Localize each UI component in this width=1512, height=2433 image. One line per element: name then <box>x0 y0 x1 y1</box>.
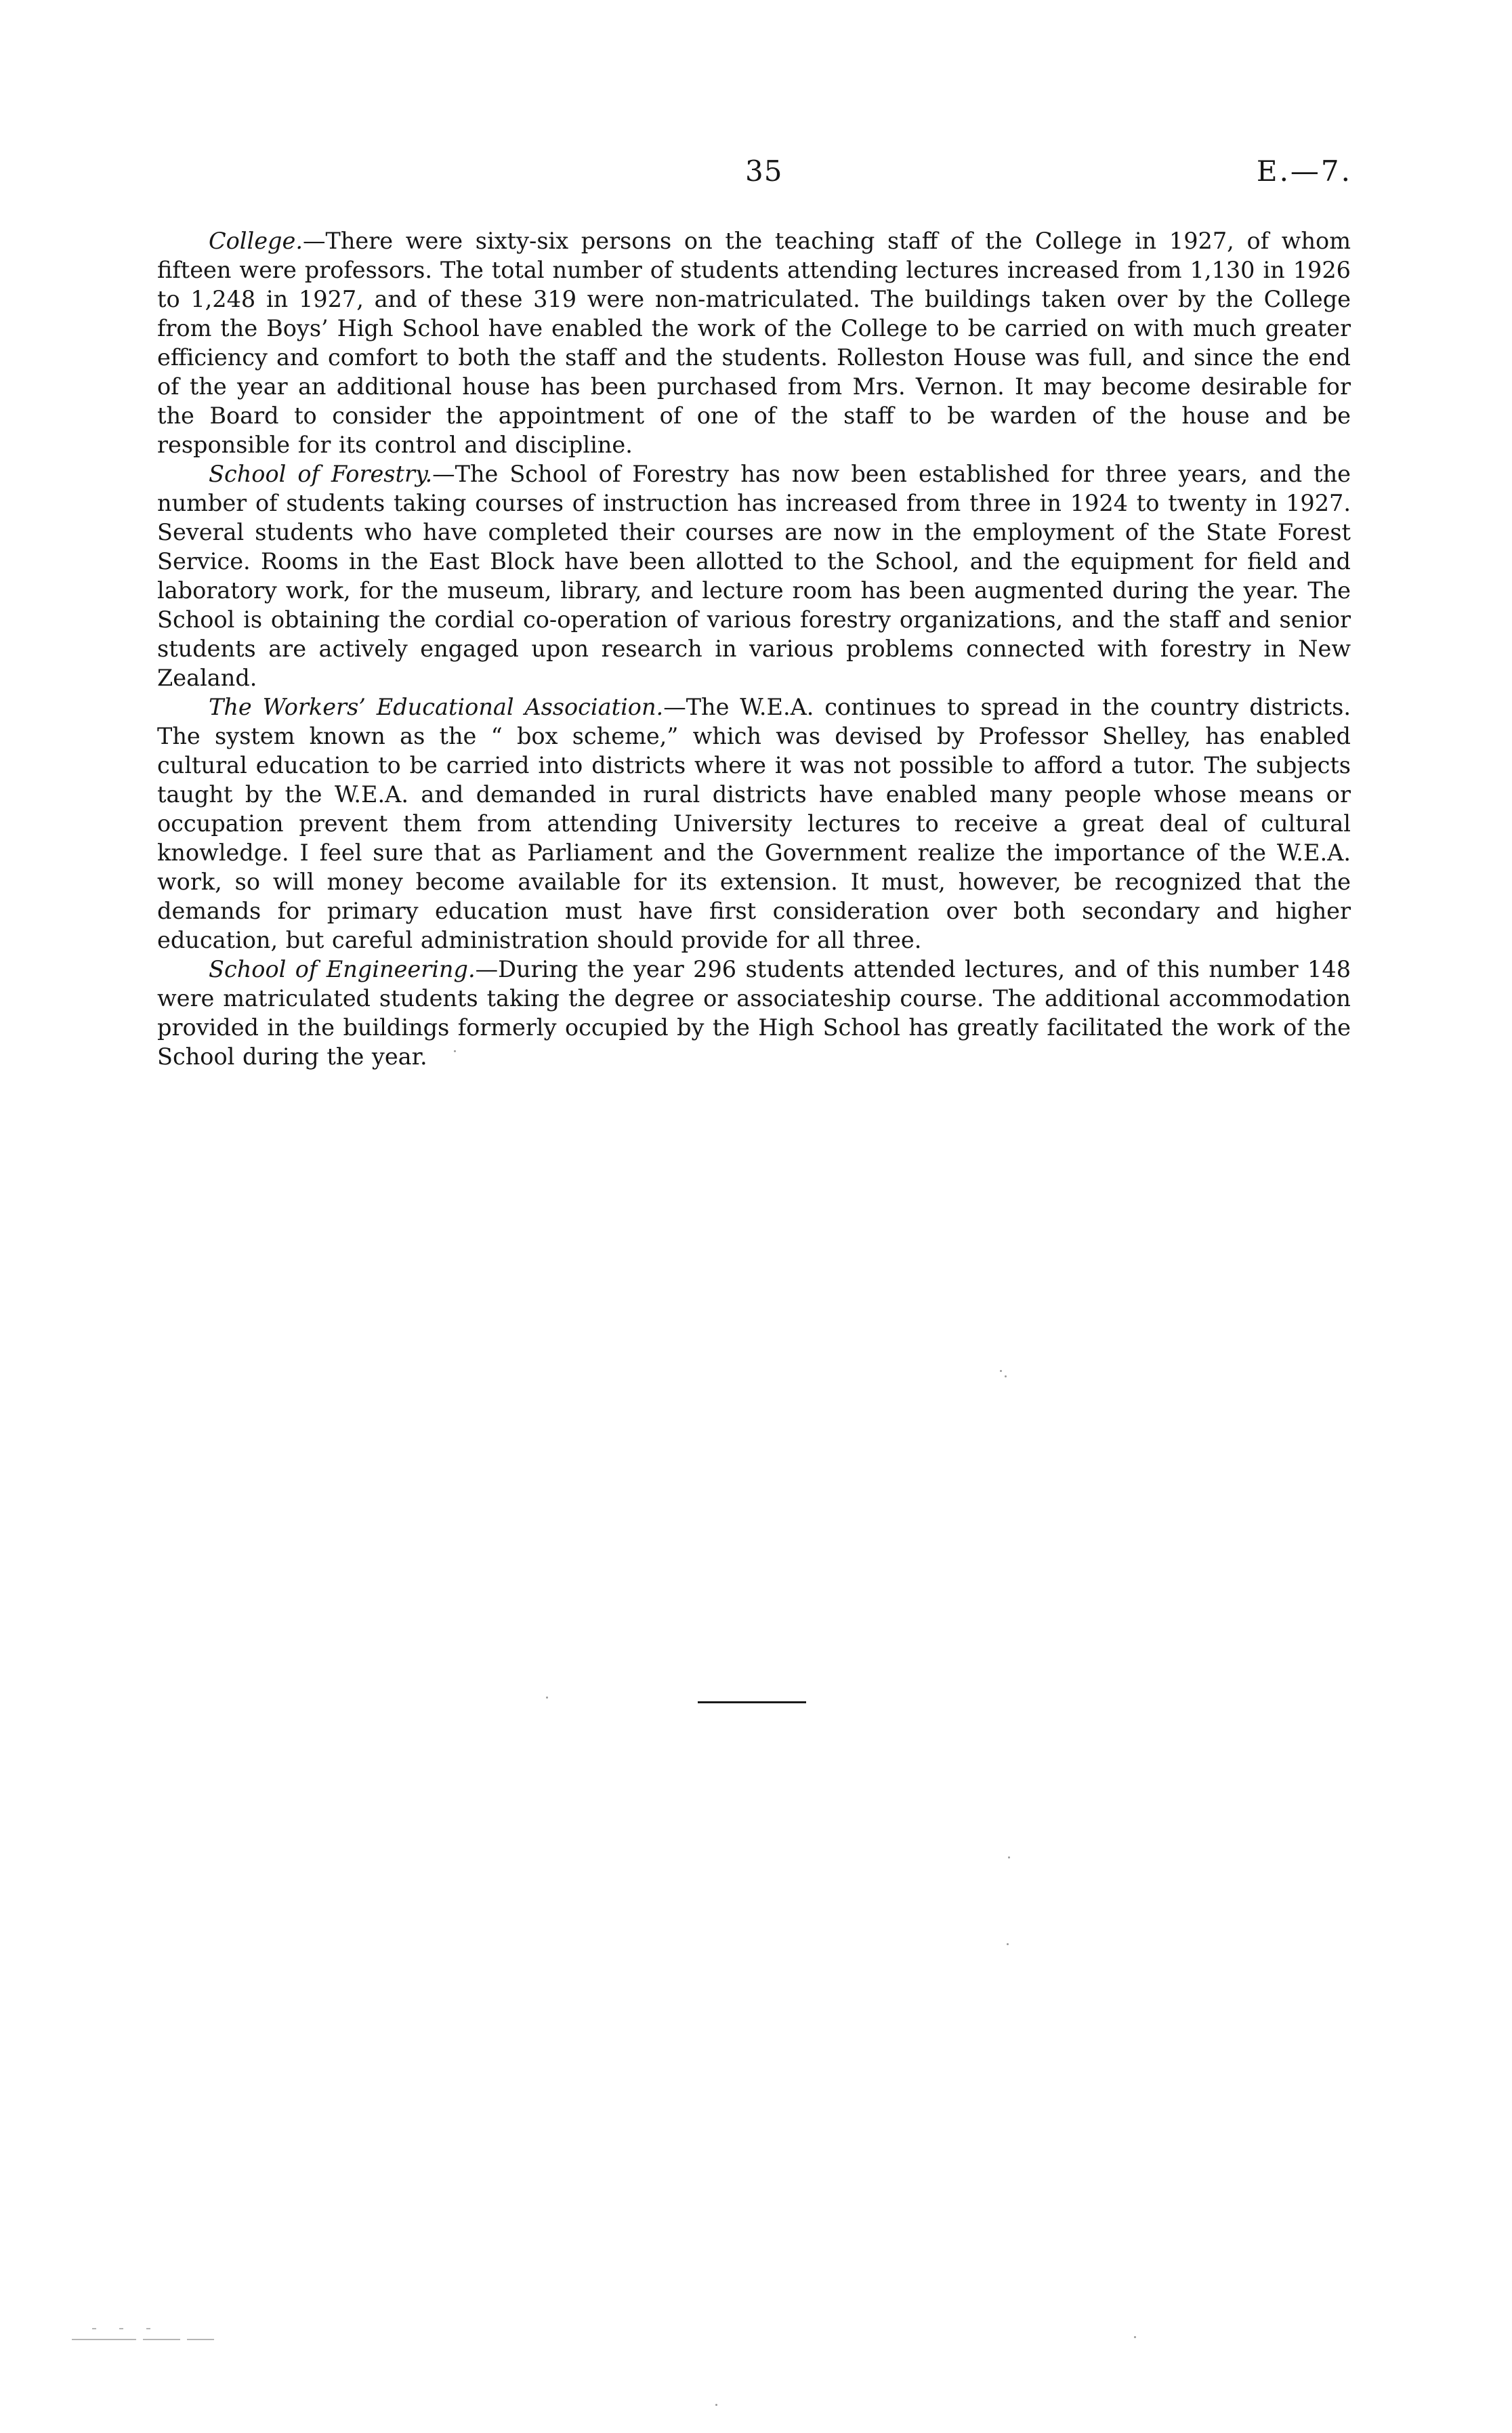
paragraph-workers-educational-association <box>157 692 1351 955</box>
body-text <box>157 226 1351 1071</box>
paragraph-heading: College. <box>209 228 303 254</box>
paragraph-heading: School of Forestry. <box>209 461 433 487</box>
paragraph-heading: School of Engineering. <box>209 956 476 982</box>
paragraph-text: —There were sixty-six persons on the teaching staff of the College in 1927, of whom fifteen were professors. The total number of students attending lectures increased from 1,130 in 1926 to 1,248 in 1927, and of these 319 were non-matriculated. The buildings taken over by the College from the Boys’ High School have enabled the work of the College to be carried on with much greater efficiency and comfort to both the staff and the students. Rolleston House was full, and since the end of the year an additional house has been purchased from Mrs. Vernon. It may become desirable for the Board to consider the appointment of one of the staff to be warden of the house and be responsible for its control and discipline. <box>157 228 1351 458</box>
paragraph-college <box>157 226 1351 459</box>
document-reference: E.—7. <box>1256 154 1352 188</box>
page-number: 35 <box>745 154 783 188</box>
paragraph-school-of-forestry <box>157 459 1351 692</box>
scan-speck <box>546 1697 548 1699</box>
paragraph-heading: The Workers’ Educational Association. <box>209 694 664 720</box>
section-divider-rule <box>698 1701 806 1703</box>
scan-speck <box>1008 1856 1010 1858</box>
scan-speck <box>454 1050 456 1052</box>
paragraph-school-of-engineering <box>157 955 1351 1071</box>
scan-margin-mark <box>72 2324 221 2351</box>
page-header <box>0 154 1512 202</box>
scan-speck <box>1000 1370 1002 1372</box>
scan-speck <box>1005 1375 1007 1377</box>
paragraph-text: —The W.E.A. continues to spread in the country districts. The system known as the “ box scheme,” which was devised by Professor Shelley, has enabled cultural education to be carried into districts where it was not possible to afford a tutor. The subjects taught by the W.E.A. and demanded in rural districts have enabled many people whose means or occupation prevent them from attending University lectures to receive a great deal of cultural knowledge. I feel sure that as Parliament and the Government realize the importance of the W.E.A. work, so will money become available for its extension. It must, however, be recognized that the demands for primary education must have first consideration over both secondary and higher education, but careful administration should provide for all three. <box>157 694 1351 953</box>
scan-speck <box>1007 1943 1009 1945</box>
scan-speck <box>715 2404 717 2406</box>
paragraph-text: —During the year 296 students attended lectures, and of this number 148 were matriculated students taking the degree or associateship course. The additional accommodation provided in the buildings formerly occupied by the High School has greatly facilitated the work of the School during the year. <box>157 956 1351 1070</box>
paragraph-text: —The School of Forestry has now been established for three years, and the number of students taking courses of instruction has increased from three in 1924 to twenty in 1927. Several students who have completed their courses are now in the employment of the State Forest Service. Rooms in the East Block have been allotted to the School, and the equipment for field and laboratory work, for the museum, library, and lecture room has been augmented during the year. The School is obtaining the cordial co-operation of various forestry organizations, and the staff and senior students are actively engaged upon research in various problems connected with forestry in New Zealand. <box>157 461 1351 691</box>
scan-speck <box>1134 2336 1136 2338</box>
